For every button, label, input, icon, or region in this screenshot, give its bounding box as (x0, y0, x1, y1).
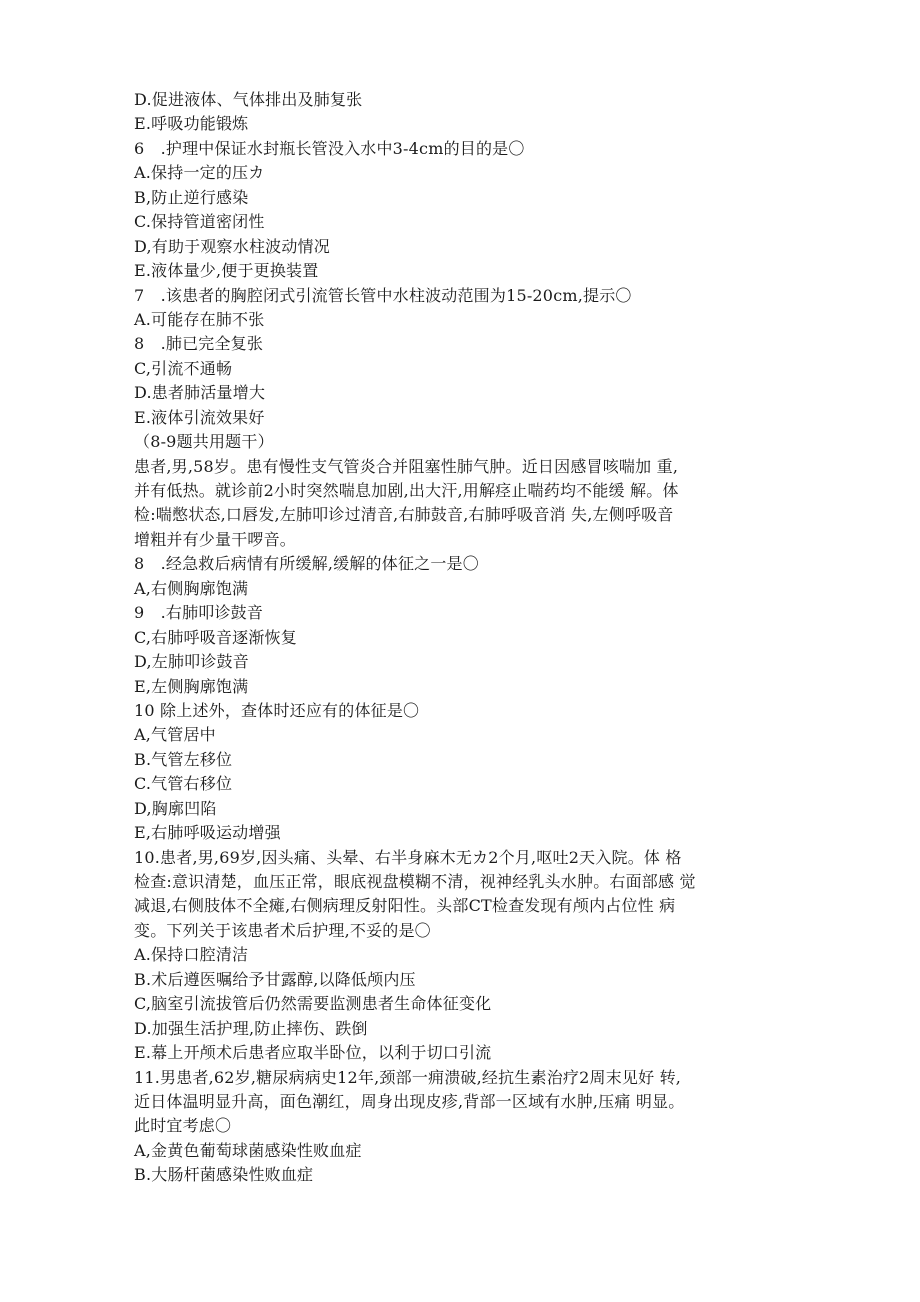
q10-option-e: E,右肺呼吸运动增强 (134, 823, 281, 843)
q7-option-a: A.可能存在肺不张 (134, 309, 265, 329)
case-stem-line-4: 增粗并有少量干啰音。 (134, 529, 297, 549)
q8-option-c: C,右肺呼吸音逐渐恢复 (134, 627, 297, 647)
q10-option-a: A,气管居中 (134, 725, 216, 745)
case-stem-line-3: 检:喘憋状态,口唇发,左肺叩诊过清音,右肺鼓音,右肺呼吸音消 失,左侧呼吸音 (134, 505, 674, 525)
q10-option-d: D,胸廓凹陷 (134, 798, 217, 818)
question-7: 7 .该患者的胸腔闭式引流管长管中水柱波动范围为15-20cm,提示〇 (134, 285, 632, 305)
q11-option-a: A,金黄色葡萄球菌感染性败血症 (134, 1140, 362, 1160)
q6-option-e: E.液体量少,便于更换装置 (134, 261, 319, 281)
q8-option-d: D,左肺叩诊鼓音 (134, 652, 249, 672)
q6-option-c: C.保持管道密闭性 (134, 212, 265, 232)
case-stem-line-2: 并有低热。就诊前2小时突然喘息加剧,出大汗,用解痉止喘药均不能缓 解。体 (134, 481, 679, 500)
q8-option-a: A,右侧胸廓饱满 (134, 578, 249, 598)
question-10-line-2: 检查:意识清楚，血压正常，眼底视盘模糊不清，视神经乳头水肿。右面部感 觉 (134, 872, 696, 891)
q7-option-c: C,引流不通畅 (134, 358, 233, 378)
shared-stem-heading: （8-9题共用题干） (134, 432, 274, 452)
q6-option-a: A.保持一定的压カ (134, 163, 265, 183)
q10-option-c: C.气管右移位 (134, 774, 233, 794)
question-6: 6 .护理中保证水封瓶长管没入水中3-4cm的目的是〇 (134, 138, 525, 158)
q10b-option-c: C,脑室引流拔管后仍然需要监测患者生命体征变化 (134, 994, 492, 1014)
question-10-line-4: 变。下列关于该患者术后护理,不妥的是〇 (134, 920, 431, 940)
q6-option-b: B,防止逆行感染 (134, 187, 249, 207)
q8-option-e: E,左侧胸廓饱满 (134, 676, 249, 696)
q7-option-d: D.患者肺活量增大 (134, 383, 266, 403)
case-stem-line-1: 患者,男,58岁。患有慢性支气管炎合并阻塞性肺气肿。近日因感冒咳喘加 重, (134, 456, 679, 476)
q10-option-b: B.气管左移位 (134, 749, 233, 769)
question-11-line-1: 11.男患者,62岁,糖尿病病史12年,颈部一痈溃破,经抗生素治疗2周末见好 转, (134, 1067, 682, 1087)
document-page (134, 88, 784, 1188)
question-11-line-3: 此时宜考虑〇 (134, 1116, 232, 1136)
question-10-line-1: 10.患者,男,69岁,因头痛、头晕、右半身麻木无カ2个月,呕吐2天入院。体 格 (134, 847, 682, 867)
q10b-option-e: E.幕上开颅术后患者应取半卧位，以利于切口引流 (134, 1043, 492, 1063)
question-10-exam: 10 除上述外，查体时还应有的体征是〇 (134, 700, 420, 720)
q11-option-b: B.大肠杆菌感染性败血症 (134, 1165, 314, 1185)
q10b-option-d: D.加强生活护理,防止摔伤、跌倒 (134, 1018, 368, 1038)
question-10-line-3: 减退,右侧肢体不全瘫,右侧病理反射阳性。头部CT检查发现有颅内占位性 病 (134, 896, 676, 916)
question-8: 8 .经急救后病情有所缓解,缓解的体征之一是〇 (134, 554, 479, 574)
q8-option-b: 9 .右肺叩诊鼓音 (134, 603, 264, 623)
q6-option-d: D,有助于观察水柱波动情况 (134, 236, 330, 256)
q10b-option-a: A.保持口腔清洁 (134, 945, 249, 965)
q7-option-b: 8 .肺已完全复张 (134, 334, 264, 354)
question-11-line-2: 近日体温明显升高，面色潮红，周身出现皮疹,背部一区域有水肿,压痛 明显。 (134, 1091, 685, 1111)
q10b-option-b: B.术后遵医嘱给予甘露醇,以降低颅内压 (134, 969, 416, 989)
q7-option-e: E.液体引流效果好 (134, 407, 265, 427)
option-d-promote-drainage: D.促进液体、气体排出及肺复张 (134, 90, 363, 109)
option-e-breathing-exercise: E.呼吸功能锻炼 (134, 114, 249, 134)
